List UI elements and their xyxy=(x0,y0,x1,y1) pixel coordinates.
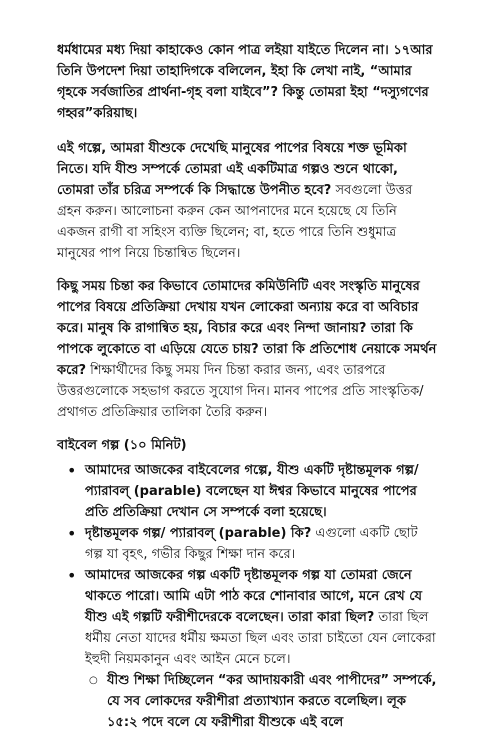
reflection-question: এই গল্পে, আমরা যীশুকে দেখেছি মানুষের পাপের বিষয়ে শক্ত ভূমিকা নিতে। যদি যীশু সম্পর্কে তোমরা এই একটিমাত্র গল্পও শুনে থাকো, তোমরা তাঁর চরিত্র সম্পর্কে কি সিদ্ধান্তে উপনীত হবে? xyxy=(57,141,407,198)
bullet-normal-text: এগুলো একটি ছোট গল্প যা বৃহৎ, গভীর কিছুর শিক্ষা দান করে। xyxy=(85,526,418,562)
culture-paragraph xyxy=(57,276,437,423)
sub-bullet-item xyxy=(107,670,437,733)
section-heading: বাইবেল গল্প (১০ মিনিট) xyxy=(57,438,187,453)
bullet-normal-text: তারা ছিল ধর্মীয় নেতা যাদের ধর্মীয় ক্ষমতা ছিল এবং তারা চাইতো যেন লোকেরা ইহুদী নিয়মকানুন এবং আইন মেনে চলে। xyxy=(85,610,436,667)
bullet-item xyxy=(85,523,437,565)
bullet-item xyxy=(85,565,437,733)
scripture-paragraph xyxy=(57,40,437,124)
bullet-list xyxy=(57,460,437,733)
reflection-paragraph xyxy=(57,138,437,264)
bullet-item xyxy=(85,460,437,523)
bullet-bold-text: দৃষ্টান্তমূলক গল্প/ প্যারাবল্ (parable) কি? xyxy=(85,526,312,541)
bullet-bold-text: আমাদের আজকের গল্প একটি দৃষ্টান্তমূলক গল্প যা তোমরা জেনে থাকতে পারো। আমি এটা পাঠ করে শোনাবার আগে, মনে রেখ যে যীশু এই গল্পটি ফরীশীদেরকে বলেছেন। তারা কারা ছিল? xyxy=(85,568,422,625)
culture-question: কিছু সময় চিন্তা কর কিভাবে তোমাদের কমিউনিটি এবং সংস্কৃতি মানুষের পাপের বিষয়ে প্রতিক্রিয়া দেখায় যখন লোকেরা অন্যায় করে বা অবিচার করে। মানুষ কি রাগান্বিত হয়, বিচার করে এবং নিন্দা জানায়? তারা কি পাপকে লুকোতে বা এড়িয়ে যেতে চায়? তারা কি প্রতিশোধ নেয়াকে সমর্থন করে? xyxy=(57,279,437,378)
sub-bullet-list xyxy=(85,670,437,733)
scripture-text: ধর্মধামের মধ্য দিয়া কাহাকেও কোন পাত্র লইয়া যাইতে দিলেন না। ১৭আর তিনি উপদেশ দিয়া তাহাদিগকে বলিলেন, ইহা কি লেখা নাই, “আমার গৃহকে সর্বজাতির প্রার্থনা-গৃহ বলা যাইবে”? কিন্তু তোমরা ইহা “দস্যুগণের গহ্বর”করিয়াছ। xyxy=(57,43,433,121)
culture-instructions: শিক্ষার্থীদের কিছু সময় দিন চিন্তা করার জন্য, এবং তারপরে উত্তরগুলোকে সহভাগ করতে সুযোগ দিন। মানব পাপের প্রতি সাংস্কৃতিক/ প্রথাগত প্রতিক্রিয়ার তালিকা তৈরি করুন। xyxy=(57,363,424,420)
bullet-bold-text: আমাদের আজকের বাইবেলের গল্পে, যীশু একটি দৃষ্টান্তমূলক গল্প/ প্যারাবল্ (parable) বলেছেন যা ঈশ্বর কিভাবে মানুষের পাপের প্রতি প্রতিক্রিয়া দেখান সে সম্পর্কে বলা হয়েছে। xyxy=(85,463,419,520)
sub-bullet-text: যীশু শিক্ষা দিচ্ছিলেন “কর আদায়কারী এবং পাপীদের” সম্পর্কে, যে সব লোকদের ফরীশীরা প্রত্যাখ্যান করতে বলেছিল। লূক ১৫:২ পদে বলে যে ফরীশীরা যীশুকে এই বলে xyxy=(107,673,437,730)
reflection-instructions: সবগুলো উত্তর গ্রহন করুন। আলোচনা করুন কেন আপনাদের মনে হয়েছে যে তিনি একজন রাগী বা সহিংস ব্যক্তি ছিলেন; বা, হতে পারে তিনি শুধুমাত্র মানুষের পাপ নিয়ে চিন্তান্বিত ছিলেন। xyxy=(57,183,413,261)
